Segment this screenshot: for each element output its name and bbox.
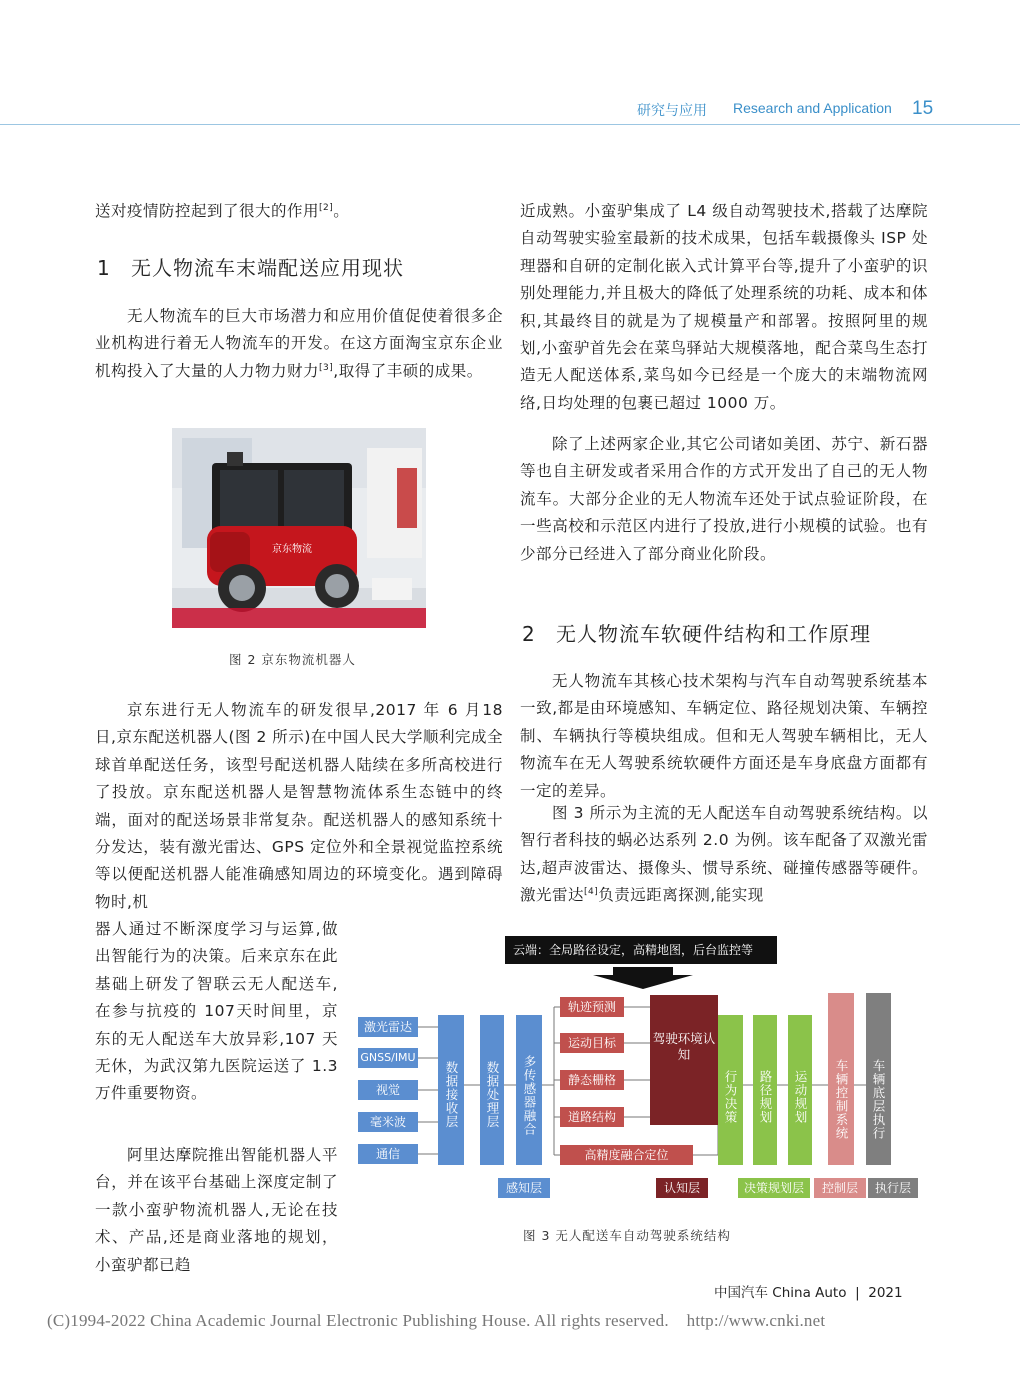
running-header-section-zh: 研究与应用: [637, 103, 707, 119]
paragraph-right-2: 除了上述两家企业,其它公司诸如美团、苏宁、新石器等也自主研发或者采用合作的方式开发出了自己的无人物流车。大部分企业的无人物流车还处于试点验证阶段，在一些高校和示范区内进行了投放,进行小规模的试验。也有少部分已经进入了部分商业化阶段。: [520, 435, 928, 563]
running-header-section-en: Research and Application: [733, 100, 892, 116]
sensor-lidar: 激光雷达: [358, 1017, 418, 1037]
copyright-line: (C)1994-2022 China Academic Journal Electronic Publishing House. All rights reserved. http://www.cnki.net: [47, 1311, 826, 1330]
moving-target: 运动目标: [560, 1033, 624, 1053]
trajectory-prediction: 轨迹预测: [560, 997, 624, 1017]
hd-fusion-positioning: 高精度融合定位: [560, 1145, 693, 1165]
paragraph-2-narrow: 器人通过不断深度学习与运算,做出智能行为的决策。后来京东在此基础上研发了智联云无人配送车,在参与抗疫的 107天时间里，京东的无人配送车大放异彩,107 天无休，为武汉第九医院运送了 1.3 万件重要物资。: [95, 920, 338, 1103]
data-process-layer: 数据处理层: [480, 1015, 504, 1165]
label-cognition-layer: 认知层: [656, 1178, 708, 1198]
sensor-communication: 通信: [358, 1144, 418, 1164]
paragraph-right-4: 图 3 所示为主流的无人配送车自动驾驶系统结构。以智行者科技的蜗必达系列 2.0 为例。该车配备了双激光雷达,超声波雷达、摄像头、惯导系统、碰撞传感器等硬件。激光雷达[4]负责远距离探测,能实现: [520, 804, 928, 905]
paragraph-3: 阿里达摩院推出智能机器人平台，并在该平台基础上深度定制了一款小蛮驴物流机器人,无论在技术、产品,还是商业落地的规划，小蛮驴都已趋: [95, 1146, 338, 1274]
robot-illustration: [172, 428, 426, 628]
page-number: 15: [912, 98, 934, 119]
motion-planning: 运动规划: [788, 1015, 812, 1165]
sensor-gnss-imu: GNSS/IMU: [358, 1048, 418, 1068]
figure-2-caption: 图 2 京东物流机器人: [229, 652, 356, 667]
figure-3-caption: 图 3 无人配送车自动驾驶系统结构: [523, 1228, 731, 1243]
path-planning: 路径规划: [753, 1015, 777, 1165]
behavior-decision: 行为决策: [718, 1015, 743, 1165]
jd-logistics-robot-photo: [172, 428, 426, 628]
multi-sensor-fusion: 多传感器融合: [516, 1015, 542, 1165]
section-heading-1: 1 无人物流车末端配送应用现状: [97, 256, 404, 280]
paragraph-right-3: 无人物流车其核心技术架构与汽车自动驾驶系统基本一致,都是由环境感知、车辆定位、路径规划决策、车辆控制、车辆执行等模块组成。但和无人驾驶车辆相比，无人物流车在无人驾驶系统软硬件方面还是车身底盘方面都有一定的差异。: [520, 672, 928, 800]
data-receive-layer: 数据接收层: [438, 1015, 464, 1165]
label-perception-layer: 感知层: [498, 1178, 550, 1198]
paragraph-2-wide: 京东进行无人物流车的研发很早,2017 年 6 月18 日,京东配送机器人(图 2 所示)在中国人民大学顺利完成全球首单配送任务，该型号配送机器人陆续在多所高校进行了投放。京东配送机器人是智慧物流体系生态链中的终端，面对的配送场景非常复杂。配送机器人的感知系统十分发达，装有激光雷达、GPS 定位外和全景视觉监控系统等以便配送机器人能准确感知周边的环境变化。遇到障碍物时,机: [95, 701, 503, 911]
section-heading-2: 2 无人物流车软硬件结构和工作原理: [522, 622, 871, 646]
sensor-mmwave: 毫米波: [358, 1112, 418, 1132]
sensor-vision: 视觉: [358, 1080, 418, 1100]
header-rule: [0, 124, 1020, 125]
road-structure: 道路结构: [560, 1107, 624, 1127]
driving-environment-cognition: 驾驶环境认知: [650, 995, 718, 1125]
journal-footer: 中国汽车 China Auto | 2021: [714, 1285, 903, 1301]
paragraph-right-1: 近成熟。小蛮驴集成了 L4 级自动驾驶技术,搭载了达摩院自动驾驶实验室最新的技术成果，包括车载摄像头 ISP 处理器和自研的定制化嵌入式计算平台等,提升了小蛮驴的识别处理能力,并且极大的降低了处理系统的功耗、成本和体积,其最终目的就是为了规模量产和部署。按照阿里的规划,小蛮驴首先会在菜鸟驿站大规模落地，配合菜鸟生态打造无人配送体系,菜鸟如今已经是一个庞大的末端物流网络,日均处理的包裹已超过 1000 万。: [520, 202, 928, 412]
paragraph-1: 无人物流车的巨大市场潜力和应用价值促使着很多企业机构进行着无人物流车的开发。在这方面淘宝京东企业机构投入了大量的人力物力财力[3],取得了丰硕的成果。: [95, 307, 503, 380]
label-decision-layer: 决策规划层: [738, 1178, 810, 1198]
photo-brand-text: 京东物流: [272, 544, 312, 555]
cloud-bar: 云端：全局路径设定，高精地图，后台监控等: [505, 936, 777, 964]
label-execution-layer: 执行层: [868, 1178, 918, 1198]
label-control-layer: 控制层: [814, 1178, 866, 1198]
paragraph-continued: 送对疫情防控起到了很大的作用[2]。: [95, 202, 350, 220]
vehicle-bottom-execution: 车辆底层执行: [866, 993, 891, 1165]
autonomous-driving-architecture-diagram: [360, 935, 920, 1205]
vehicle-control-system: 车辆控制系统: [828, 993, 854, 1165]
static-grid: 静态栅格: [560, 1070, 624, 1090]
